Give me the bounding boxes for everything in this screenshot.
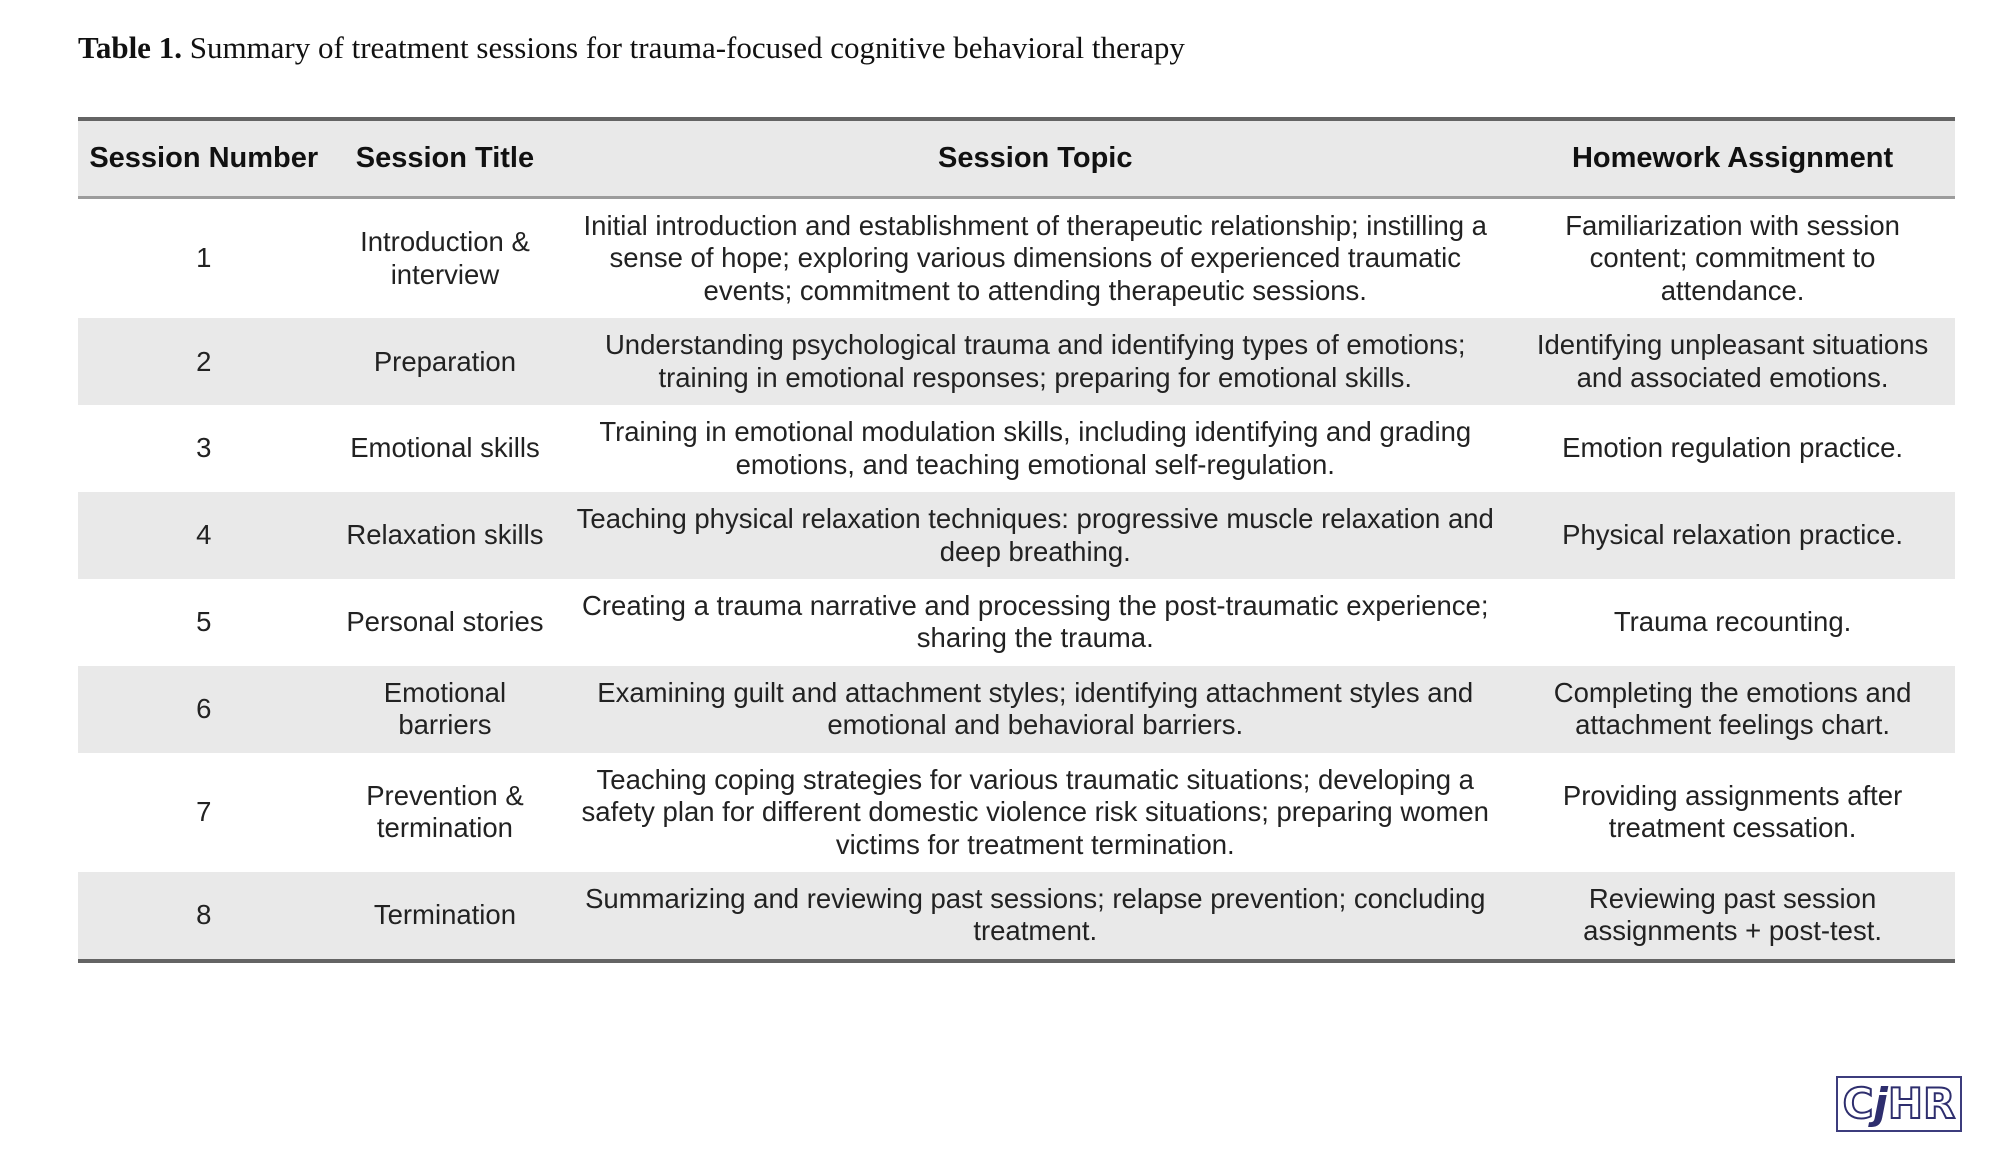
session-topic-cell: Understanding psychological trauma and identifying types of emotions; training in emotional responses; preparing for emotional skills. xyxy=(560,318,1510,405)
table-caption xyxy=(78,30,1938,66)
logo-letter: j xyxy=(1873,1079,1888,1128)
session-topic-cell: Teaching physical relaxation techniques: progressive muscle relaxation and deep breathing. xyxy=(560,492,1510,579)
table-row xyxy=(78,198,1955,319)
homework-cell: Identifying unpleasant situations and associated emotions. xyxy=(1510,318,1955,405)
session-title-cell: Personal stories xyxy=(346,606,544,638)
session-number-cell: 4 xyxy=(78,492,330,579)
session-title-cell: Prevention & termination xyxy=(366,779,524,844)
homework-cell: Trauma recounting. xyxy=(1613,606,1852,638)
session-topic-cell: Summarizing and reviewing past sessions; relapse prevention; concluding treatment. xyxy=(560,872,1510,961)
session-title-cell: Termination xyxy=(330,872,561,961)
homework-cell: Providing assignments after treatment cessation. xyxy=(1562,779,1903,844)
col-header-homework-assignment: Homework Assignment xyxy=(1510,119,1955,198)
table-row xyxy=(78,405,1955,492)
homework-cell: Completing the emotions and attachment feelings chart. xyxy=(1510,666,1955,753)
col-header-session-title: Session Title xyxy=(330,119,561,198)
logo-letter: C xyxy=(1842,1079,1874,1128)
session-topic-cell: Training in emotional modulation skills, including identifying and grading emotions, and teaching emotional self-regulation. xyxy=(599,416,1472,480)
homework-cell: Emotion regulation practice. xyxy=(1562,432,1904,464)
session-number-cell: 3 xyxy=(196,432,212,464)
session-number-cell: 8 xyxy=(78,872,330,961)
table-caption-label: Table 1. xyxy=(78,30,182,65)
logo-letter: R xyxy=(1923,1079,1956,1128)
session-topic-cell: Examining guilt and attachment styles; identifying attachment styles and emotional and behavioral barriers. xyxy=(560,666,1510,753)
cjhr-logo xyxy=(1836,1076,1962,1132)
table-body xyxy=(78,198,1955,961)
session-title-cell: Emotional barriers xyxy=(330,666,561,753)
table-row xyxy=(78,872,1955,961)
homework-cell: Physical relaxation practice. xyxy=(1510,492,1955,579)
homework-cell: Reviewing past session assignments + post-test. xyxy=(1510,872,1955,961)
table-row xyxy=(78,318,1955,405)
session-title-cell: Introduction & interview xyxy=(360,226,530,290)
session-title-cell: Relaxation skills xyxy=(330,492,561,579)
session-topic-cell: Initial introduction and establishment of therapeutic relationship; instilling a sense of hope; exploring various dimensions of experienced traumatic events; commitment to attending therapeutic sessions. xyxy=(583,210,1487,306)
session-title-cell: Emotional skills xyxy=(350,432,540,464)
session-topic-cell: Teaching coping strategies for various traumatic situations; developing a safety plan for different domestic violence risk situations; preparing women victims for treatment termination. xyxy=(581,763,1489,860)
session-number-cell: 7 xyxy=(196,796,212,828)
session-number-cell: 1 xyxy=(196,242,212,274)
col-header-session-topic: Session Topic xyxy=(560,119,1510,198)
session-topic-cell: Creating a trauma narrative and processing the post-traumatic experience; sharing the trauma. xyxy=(582,589,1489,654)
session-number-cell: 6 xyxy=(78,666,330,753)
table-row xyxy=(78,579,1955,666)
session-number-cell: 2 xyxy=(78,318,330,405)
logo-letter: H xyxy=(1887,1079,1924,1128)
session-number-cell: 5 xyxy=(196,606,212,638)
header-row xyxy=(78,119,1955,198)
table-row xyxy=(78,492,1955,579)
table-caption-text: Summary of treatment sessions for trauma-focused cognitive behavioral therapy xyxy=(181,30,1185,65)
homework-cell: Familiarization with session content; commitment to attendance. xyxy=(1565,210,1900,306)
sessions-table xyxy=(78,117,1955,963)
table-row xyxy=(78,666,1955,753)
session-title-cell: Preparation xyxy=(330,318,561,405)
col-header-session-number: Session Number xyxy=(78,119,330,198)
table-row xyxy=(78,753,1955,872)
